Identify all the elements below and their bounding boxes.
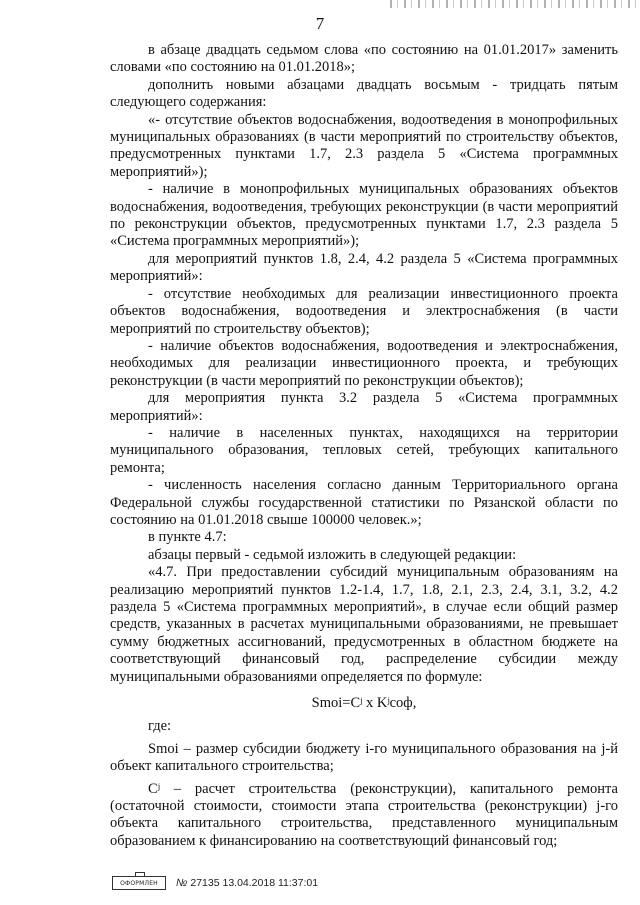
stamp-label: ОФОРМЛЕН [120,879,158,887]
paragraph-4: - наличие в монопрофильных муниципальных образованиях объектов водоснабжения, водоотведения, требующих реконструкции (в части мероприятий по реконструкции объектов, предусмотренных пунктами 1.7, 2.3 раздела 5 «Система программных мероприятий»); [110,181,618,250]
page-number: 7 [315,14,325,33]
paragraph-12: абзацы первый - седьмой изложить в следующей редакции: [148,546,517,563]
paragraph-11: в пункте 4.7: [148,529,227,546]
registration-footer [112,874,318,892]
registration-details: 27135 13.04.2018 11:37:01 [190,877,319,889]
paragraph-8: для мероприятия пункта 3.2 раздела 5 «Система программных мероприятий»: [110,390,618,424]
paragraph-2: дополнить новыми абзацами двадцать восьмым - тридцать пятым следующего содержания: [110,76,618,111]
scan-artifact [390,0,640,8]
paragraph-10: - численность населения согласно данным Территориального органа Федеральной службы государственной статистики по Рязанской области по состоянию на 01.01.2018 свыше 100000 человек.»; [110,477,618,528]
paragraph-where: где: [148,718,172,735]
paragraph-1: в абзаце двадцать седьмом слова «по состоянию на 01.01.2017» заменить словами «по состоянию на 01.01.2018»; [110,42,618,76]
registration-number [176,877,318,889]
document-body [110,42,618,850]
paragraph-7: - наличие объектов водоснабжения, водоотведения и электроснабжения, необходимых для реализации инвестиционного проекта, и требующих реконструкции (в части мероприятий по реконструкции объектов); [110,337,618,389]
paragraph-9: - наличие в населенных пунктах, находящихся на территории муниципального образования, тепловых сетей, требующих капитального ремонта; [110,424,618,476]
paragraph-definition-cj: Cʲ – расчет строительства (реконструкции), капитального ремонта (остаточной стоимости, стоимости этапа строительства (реконструкции) j-го объекта капитального строительства, представленного муниципальным образованием к финансированию на соответствующий финансовый год; [110,780,618,849]
paragraph-definition-smoi: Smoi – размер субсидии бюджету i-го муниципального образования на j-й объект капитального строительства; [110,740,618,775]
registry-stamp [112,876,166,890]
paragraph-6: - отсутствие необходимых для реализации инвестиционного проекта объектов водоснабжения, водоотведения и электроснабжения (в части мероприятий по строительству объектов); [110,285,618,337]
formula: Smoi=Cʲ x Kʲсоф, [311,695,417,712]
paragraph-13: «4.7. При предоставлении субсидий муниципальным образованиям на реализацию мероприятий пунктов 1.2-1.4, 1.7, 1.8, 2.1, 2.3, 2.4, 3.1, 3.2, 4.2 раздела 5 «Система программных мероприятий», в случае если общий размер средств, указанных в расчетах муниципальными образованиями, не превышает сумму бюджетных ассигнований, предусмотренных в областном бюджете на соответствующий финансовый год, распределение субсидии между муниципальными образованиями определяется по формуле: [110,564,618,685]
paragraph-3: «- отсутствие объектов водоснабжения, водоотведения в монопрофильных муниципальных образованиях (в части мероприятий по строительству объектов, предусмотренных пунктами 1.7, 2.3 раздела 5 «Система программных мероприятий»); [110,111,618,180]
number-sign: № [176,877,188,889]
paragraph-5: для мероприятий пунктов 1.8, 2.4, 4.2 раздела 5 «Система программных мероприятий»: [110,250,618,285]
